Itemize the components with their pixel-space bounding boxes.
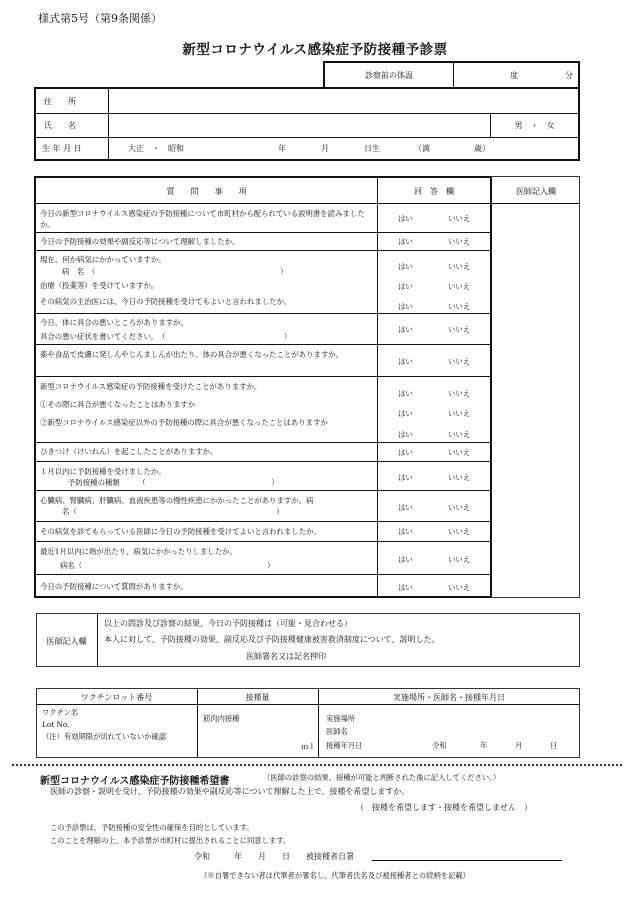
col-dose-header: 接種量: [245, 693, 270, 702]
dose-unit: ｍｌ: [301, 742, 316, 751]
question-3: 現在、何か病気にかかっていますか。: [40, 255, 166, 264]
question-4: 今日、体に具合の悪いところがありますか。: [40, 318, 188, 327]
q5-no[interactable]: いいえ: [448, 357, 471, 366]
temperature-input[interactable]: [478, 66, 548, 84]
route-label: 筋肉内接種: [203, 714, 240, 723]
doctor-result-line: 以上の問診及び診察の結果、今日の予防接種は（可能・見合わせる）: [104, 619, 352, 628]
dob-day: 日生: [364, 144, 380, 153]
date-reiwa: 令和: [432, 741, 447, 750]
q12-no[interactable]: いいえ: [448, 583, 471, 592]
q3d-yes[interactable]: はい: [398, 302, 413, 311]
q9-no[interactable]: いいえ: [448, 503, 471, 512]
q6b-yes[interactable]: はい: [398, 409, 413, 418]
q3a-no[interactable]: いいえ: [448, 262, 471, 271]
q10-yes[interactable]: はい: [398, 527, 413, 536]
name-label: 氏 名: [44, 120, 76, 130]
question-5: 薬や食品で皮膚に発しんやじんましんが出たり、体の具合が悪くなったことがありますか。: [40, 350, 344, 359]
q3d-no[interactable]: いいえ: [448, 302, 471, 311]
col-lot-header: ワクチンロット番号: [80, 693, 153, 702]
col-answer-header: 回 答 欄: [414, 187, 454, 196]
q11-yes[interactable]: はい: [398, 555, 413, 564]
question-12: 今日の予防接種について質問がありますか。: [40, 582, 188, 591]
question-8: １月以内に予防接種を受けましたか。: [40, 467, 166, 476]
temperature-degree-unit: 度: [510, 71, 518, 80]
q4-yes[interactable]: はい: [398, 325, 413, 334]
q7-yes[interactable]: はい: [398, 448, 413, 457]
consent-signature-line: 令和 年 月 日 被接種者自署: [194, 852, 354, 861]
q9-yes[interactable]: はい: [398, 503, 413, 512]
q6a-yes[interactable]: はい: [398, 389, 413, 398]
date-label: 接種年月日: [326, 741, 363, 750]
question-4-symptoms: 具合の悪い症状を書いてください。 （ ）: [40, 332, 292, 341]
question-7: ひきつけ（けいれん）を起こしたことがありますか。: [40, 447, 218, 456]
lot-number-label: Lot No.: [42, 720, 70, 729]
col-place-header: 実施場所・医師名・接種年月日: [393, 693, 505, 702]
address-label: 住 所: [44, 96, 76, 106]
question-6-1: ①その際に具合が悪くなったことはありますか: [40, 400, 196, 409]
q6a-no[interactable]: いいえ: [448, 389, 471, 398]
page-title: 新型コロナウイルス感染症予防接種予診票: [182, 42, 448, 58]
consent-choice[interactable]: （ 接種を希望します・接種を希望しません ）: [356, 803, 532, 812]
consent-purpose-1: この予診票は、予防接種の安全性の確保を目的としています。: [50, 823, 254, 832]
question-1: 今日の新型コロナウイルス感染症の予防接種について市町村から配られている説明書を読みましたか。: [40, 209, 365, 229]
q2-yes[interactable]: はい: [398, 237, 413, 246]
consent-question: 医師の診察・説明を受け、予防接種の効果や副反応等について理解した上で、接種を希望しますか。: [50, 787, 410, 796]
q7-no[interactable]: いいえ: [448, 448, 471, 457]
sex-options[interactable]: 男 ・ 女: [514, 120, 555, 130]
q11-no[interactable]: いいえ: [448, 555, 471, 564]
q8-no[interactable]: いいえ: [448, 473, 471, 482]
era-options[interactable]: 大正 ・ 昭和: [128, 144, 184, 153]
date-day: 日: [550, 741, 558, 750]
address-input[interactable]: [112, 91, 572, 111]
personal-info-table: [34, 87, 580, 161]
q3c-no[interactable]: いいえ: [448, 282, 471, 291]
cut-line-divider: [12, 764, 622, 766]
doctor-column: [491, 176, 580, 598]
date-year: 年: [480, 741, 488, 750]
q4-no[interactable]: いいえ: [448, 325, 471, 334]
q1-no[interactable]: いいえ: [448, 214, 471, 223]
question-3-doctor: その病気の主治医には、今日の予防接種を受けてもよいと言われましたか。: [40, 297, 292, 306]
question-3-disease: 病 名 （ ）: [62, 267, 288, 276]
question-6-2: ②新型コロナウイルス感染症以外の予防接種の際に具合が悪くなったことはありますか: [40, 418, 328, 427]
consent-purpose-2: このことを理解の上、本予診票が市町村に提出されることに同意します。: [50, 836, 291, 845]
q3a-yes[interactable]: はい: [398, 262, 413, 271]
col-question-header: 質 問 事 項: [166, 187, 247, 196]
question-2: 今日の予防接種の効果や副反応等について理解しましたか。: [40, 237, 240, 246]
q2-no[interactable]: いいえ: [448, 237, 471, 246]
q6c-no[interactable]: いいえ: [448, 430, 471, 439]
q5-yes[interactable]: はい: [398, 357, 413, 366]
dob-year: 年: [278, 144, 286, 153]
question-11: 最近1月以内に熱が出たり、病気にかかったりしましたか。: [40, 547, 237, 556]
question-9-name: 名（ ）: [62, 507, 284, 516]
temperature-minute-unit: 分: [565, 71, 573, 80]
consent-footnote: （※自署できない者は代筆者が署名し、代筆者氏名及び被接種者との続柄を記載）: [200, 871, 470, 880]
question-10: その病気を診てもらっている医師に今日の予防接種を受けてよいと言われましたか。: [40, 527, 321, 536]
consent-title-note: （医師の診察の結果、接種が可能と判断された後に記入してください。）: [263, 773, 501, 782]
q8-yes[interactable]: はい: [398, 473, 413, 482]
expiry-note: （注）有効期限が切れていないか確認: [42, 732, 167, 741]
age-close: 歳）: [474, 144, 490, 153]
consent-title: 新型コロナウイルス感染症予防接種希望書: [40, 776, 230, 787]
dob-label: 生 年 月 日: [42, 143, 82, 153]
age-open: （満: [414, 144, 430, 153]
col-doctor-header: 医師記入欄: [516, 187, 556, 196]
place-label: 実施場所: [326, 714, 356, 723]
doctor-name-label: 医師名: [326, 727, 348, 736]
temperature-label: 診察前の体温: [365, 71, 413, 80]
doctor-label: 医師記入欄: [46, 637, 87, 646]
q3c-yes[interactable]: はい: [398, 282, 413, 291]
vaccine-name-label: ワクチン名: [42, 708, 79, 717]
q12-yes[interactable]: はい: [398, 583, 413, 592]
question-11-disease: 病名（ ）: [60, 561, 275, 570]
question-3-treatment: 治療（投薬等）を受けていますか。: [40, 281, 159, 290]
temperature-box: [323, 61, 580, 87]
form-number: 様式第5号（第9条関係）: [38, 12, 162, 25]
q10-no[interactable]: いいえ: [448, 527, 471, 536]
date-month: 月: [515, 741, 523, 750]
dob-month: 月: [321, 144, 329, 153]
doctor-explanation-line: 本人に対して、予防接種の効果、副反応及び予防接種健康被害救済制度について、説明した。: [104, 635, 440, 644]
q1-yes[interactable]: はい: [398, 214, 413, 223]
signature-field[interactable]: [372, 860, 562, 861]
q6c-yes[interactable]: はい: [398, 430, 413, 439]
doctor-signature-input[interactable]: [340, 648, 570, 664]
question-9: 心臓病、腎臓病、肝臓病、血液疾患等の慢性疾患にかかったことがありますか。病: [40, 496, 314, 505]
q6b-no[interactable]: いいえ: [448, 409, 471, 418]
question-6: 新型コロナウイルス感染症の予防接種を受けたことがありますか。: [40, 382, 262, 391]
name-input[interactable]: [112, 115, 484, 135]
question-8-type: 予防接種の種類 （ ）: [68, 478, 279, 487]
doctor-signature-label: 医師署名又は記名押印: [246, 652, 326, 661]
